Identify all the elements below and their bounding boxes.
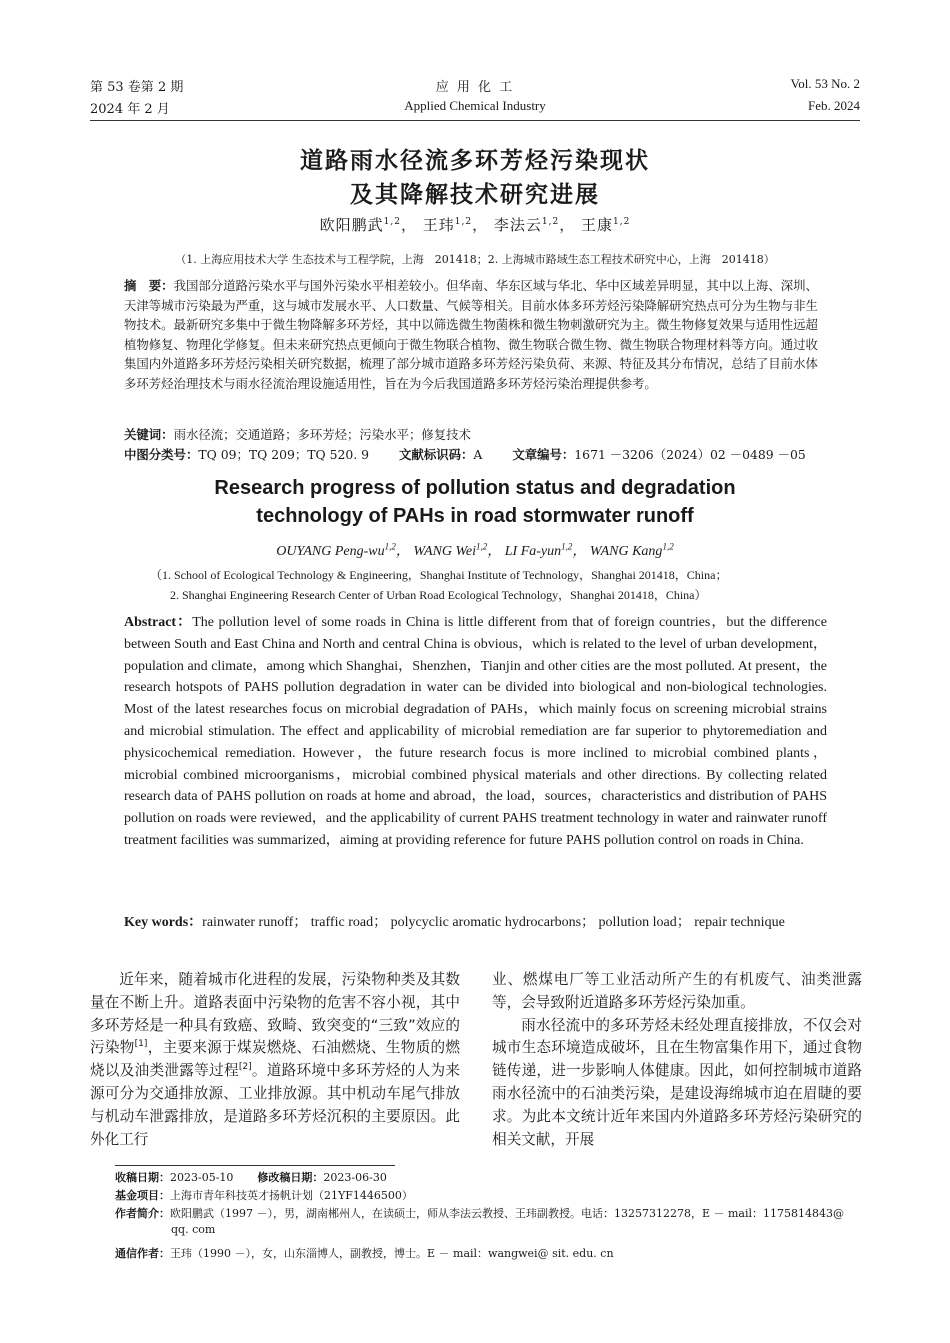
author-cn: 王玮 (422, 216, 455, 234)
author-sep: ， (395, 544, 410, 559)
body-paragraph (90, 969, 460, 1151)
author-en: WANG Kang (589, 544, 663, 559)
revised-label: 修改稿日期： (257, 1171, 324, 1184)
clc-value: TQ 09；TQ 209；TQ 520. 9 (198, 447, 370, 462)
header-divider (90, 120, 860, 121)
affiliation-en-line1: （1. School of Ecological Technology & Engineering，Shanghai Institute of Technology，Shanghai 201418，China； (150, 568, 728, 582)
author-cn: 欧阳鹏武 (319, 216, 384, 234)
body-text: ，主要来源于煤炭燃烧、石油燃烧、生物质的燃烧以及油类泄露等过程 (90, 1039, 460, 1080)
author-en: LI Fa-yun (504, 544, 562, 559)
received-label: 收稿日期： (115, 1171, 170, 1184)
body-column-right (492, 969, 862, 1151)
corr-label: 通信作者： (115, 1247, 170, 1260)
author-cn: 王康 (581, 216, 614, 234)
title-cn-line1: 道路雨水径流多环芳烃污染现状 (300, 148, 650, 174)
author-sep: ， (572, 544, 587, 559)
article-no-value: 1671 －3206（2024）02 －0489 －05 (574, 447, 806, 462)
body-paragraph: 业、燃煤电厂等工业活动所产生的有机废气、油类泄露等，会导致附近道路多环芳烃污染加重。 (492, 971, 862, 1011)
affiliation-en-line2: 2. Shanghai Engineering Research Center of Urban Road Ecological Technology，Shanghai 201418，China） (170, 588, 707, 602)
header-volume-en: Vol. 53 No. 2 (790, 76, 860, 91)
body-paragraph: 雨水径流中的多环芳烃未经处理直接排放，不仅会对城市生态环境造成破坏，且在生物富集作用下，通过食物链传递，进一步影响人体健康。因此，如何控制城市道路雨水径流中的石油类污染，是建设海绵城市迫在眉睫的要求。为此本文统计近年来国内外道路多环芳烃污染研究的相关文献，开展 (492, 1016, 862, 1148)
article-no-label: 文章编号： (512, 447, 575, 462)
author-cn-sup: 1,2 (454, 217, 473, 227)
doc-code-label: 文献标识码： (399, 447, 474, 462)
keywords-cn-label: 关键词： (124, 427, 174, 442)
title-en-line1: Research progress of pollution status and degradation (214, 477, 736, 499)
body-column-left (90, 969, 460, 1151)
keywords-en (124, 912, 827, 934)
author-sep: ， (487, 544, 502, 559)
author-en-sup: 1,2 (476, 541, 488, 552)
footnote-fund (115, 1188, 865, 1204)
footnote-dates (115, 1170, 865, 1186)
keywords-cn-text: 雨水径流；交通道路；多环芳烃；污染水平；修复技术 (173, 427, 471, 442)
title-en-line2: technology of PAHs in road stormwater runoff (256, 505, 694, 527)
clc-label: 中图分类号： (124, 447, 199, 462)
author-en-sup: 1,2 (384, 541, 396, 552)
header-journal-en: Applied Chemical Industry (404, 98, 546, 113)
author-en: OUYANG Peng-wu (276, 544, 385, 559)
doc-code-value: A (473, 447, 483, 462)
keywords-en-text: rainwater runoff； traffic road； polycyclic aromatic hydrocarbons； pollution load； repair technique (202, 915, 785, 930)
received-date: 2023-05-10 (170, 1171, 234, 1184)
corr-text: 王玮（1990 －），女，山东淄博人，副教授，博士。E － mail：wangwei@ sit. edu. cn (170, 1247, 614, 1260)
body-text: 近年来，随着城市化进程的发展，污染物种类及其数量在不断上升。道路表面中污染物的危害不容小视，其中多环芳烃是一种具有致癌、致畸、致突变的“三致”效应的污染物 (90, 971, 460, 1057)
title-cn-line2: 及其降解技术研究进展 (350, 182, 600, 208)
header-date-cn: 2024 年 2 月 (90, 102, 170, 117)
affiliation-cn: （1. 上海应用技术大学 生态技术与工程学院，上海 201418；2. 上海城市路域生态工程技术研究中心，上海 201418） (175, 253, 775, 266)
author-sep: ， (559, 216, 576, 234)
authors-en (90, 540, 860, 560)
footnote-author-bio (115, 1206, 865, 1238)
abstract-en-label: Abstract： (124, 615, 193, 630)
abstract-cn-label: 摘 要： (124, 278, 174, 293)
authors-cn (90, 214, 860, 235)
fund-label: 基金项目： (115, 1189, 170, 1202)
abstract-en (124, 612, 827, 852)
author-en-sup: 1,2 (561, 541, 573, 552)
author-en: WANG Wei (413, 544, 477, 559)
abstract-cn (124, 276, 827, 394)
header-date-en: Feb. 2024 (808, 98, 860, 113)
author-cn-sup: 1,2 (541, 217, 560, 227)
keywords-cn (124, 425, 827, 443)
bio-label: 作者简介： (115, 1207, 170, 1220)
author-cn-sup: 1,2 (613, 217, 631, 227)
header-journal-cn: 应 用 化 工 (435, 80, 515, 95)
footnote-divider (115, 1165, 395, 1166)
header-volume-cn: 第 53 卷第 2 期 (90, 80, 184, 95)
abstract-en-text: The pollution level of some roads in China is little different from that of foreign countries，but the difference between South and East China and North and central China is obvious，which is related to the level of urban development，population and climate，among which Shanghai，Shenzhen，Tianjin and other cities are the most polluted. At present，the research hotspots of PAHS pollution degradation in water can be divided into biological and non-biological technologies. Most of the latest researches focus on microbial degradation of PAHs，which mainly focus on screening microbial strains and microbial stimulation. The effect and applicability of microbial remediation are far superior to phytoremediation and physicochemical remediation. However，the future research focus is more inclined to microbial combined plants，microbial combined microorganisms，microbial combined physical materials and other directions. By collecting related research data of PAHS pollution on roads at home and abroad，the load，sources，characteristics and distribution of PAHS pollution on roads were reviewed，and the applicability of current PAHS treatment technology in water and rainwater runoff treatment facilities was summarized，aiming at providing reference for future PAHS pollution control on roads in China. (124, 615, 827, 848)
author-sep: ， (472, 216, 489, 234)
citation-ref: [2] (238, 1062, 252, 1073)
author-cn: 李法云 (493, 216, 542, 234)
footnote-corresponding (115, 1246, 865, 1262)
author-en-sup: 1,2 (662, 541, 674, 552)
revised-date: 2023-06-30 (323, 1171, 387, 1184)
abstract-cn-text: 我国部分道路污染水平与国外污染水平相差较小。但华南、华东区域与华北、华中区域差异明显，其中以上海、深圳、天津等城市污染最为严重，这与城市发展水平、人口数量、气候等相关。目前水体多环芳烃污染降解研究热点可分为生物与非生物技术。最新研究多集中于微生物降解多环芳烃，其中以筛选微生物菌株和微生物刺激研究为主。微生物修复效果与适用性远超植物修复、物理化学修复。但未来研究热点更倾向于微生物联合植物、微生物联合微生物、微生物联合物理材料等方向。通过收集国内外道路多环芳烃污染相关研究数据，梳理了部分城市道路多环芳烃污染负荷、来源、特征及其分布情况，总结了目前水体多环芳烃治理技术与雨水径流治理设施适用性，旨在为今后我国道路多环芳烃污染治理提供参考。 (124, 278, 818, 391)
fund-text: 上海市青年科技英才扬帆计划（21YF1446500） (170, 1189, 413, 1202)
author-sep: ， (400, 216, 417, 234)
citation-ref: [1] (134, 1039, 148, 1050)
author-cn-sup: 1,2 (383, 217, 401, 227)
bio-text: 欧阳鹏武（1997 －），男，湖南郴州人，在读硕士，师从李法云教授、王玮副教授。电话：13257312278，E － mail：1175814843@ qq. com (170, 1207, 845, 1236)
classification-line (124, 445, 827, 463)
keywords-en-label: Key words： (124, 915, 203, 930)
body-text: 。道路环境中多环芳烃的人为来源可分为交通排放源、工业排放源。其中机动车尾气排放与机动车泄露排放，是道路多环芳烃沉积的主要原因。此外化工行 (90, 1062, 460, 1148)
